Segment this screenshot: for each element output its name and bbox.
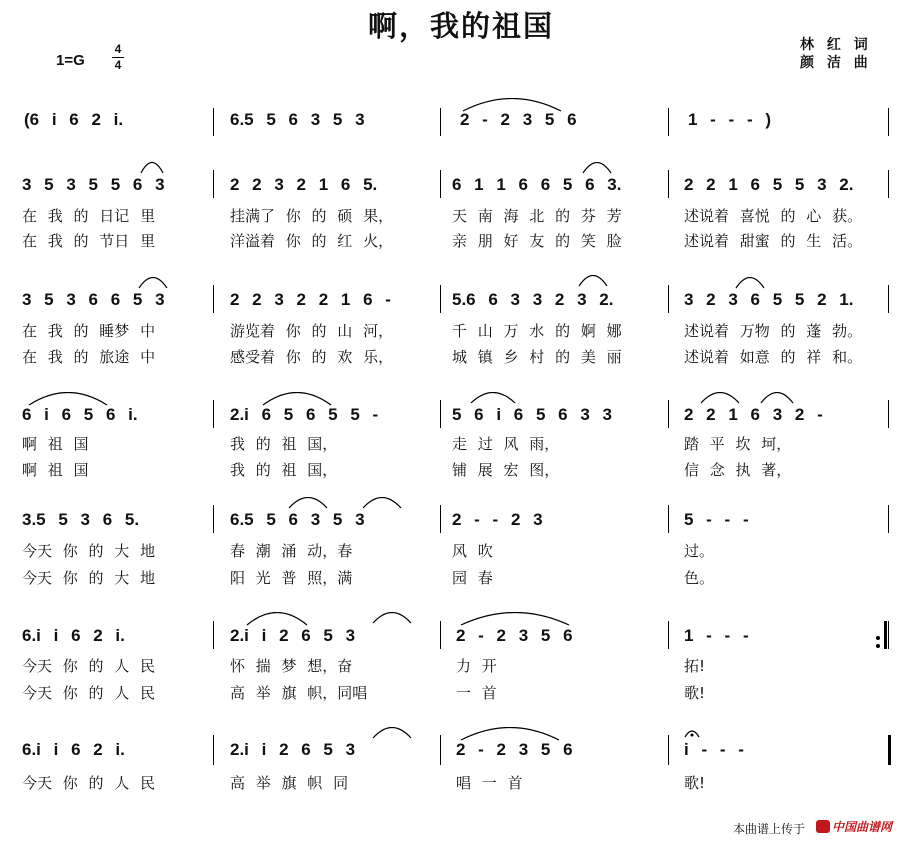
slur-arc [700, 392, 740, 404]
notation-measure: 5.6 6 3 3 2 3 2. [452, 290, 614, 309]
notation-measure: 2 2 1 6 5 5 3 2. [684, 175, 854, 194]
notation-measure: 3 5 3 5 5 6 3 [22, 175, 165, 194]
barline [888, 285, 889, 313]
slur-arc [760, 392, 794, 404]
slur-arc [578, 275, 608, 287]
lyric-phrase: 今天 你 的 大 地 [22, 542, 156, 560]
slur-arc [470, 392, 516, 404]
barline [213, 285, 214, 313]
notation-measure: 2.i i 2 6 5 3 [230, 740, 356, 759]
notation-measure: 2 - 2 3 5 6 [456, 740, 573, 759]
barline [668, 170, 669, 198]
composer-credit: 颜 洁 曲 [800, 55, 872, 71]
lyric-phrase: 歌! [684, 684, 706, 702]
lyric-phrase: 我 的 祖 国， [230, 461, 338, 479]
lyric-phrase: 千 山 万 水 的 婀 娜 [452, 322, 622, 340]
barline [668, 505, 669, 533]
notation-measure: (6 i 6 2 i. [24, 110, 124, 129]
lyric-phrase: 城 镇 乡 村 的 美 丽 [452, 348, 622, 366]
lyric-phrase: 今天 你 的 人 民 [22, 657, 156, 675]
barline [213, 505, 214, 533]
lyric-phrase: 信 念 执 著， [684, 461, 792, 479]
lyric-phrase: 我 的 祖 国， [230, 435, 338, 453]
notation-measure: 2 - 2 3 5 6 [456, 626, 573, 645]
notation-measure: 1 - - - [684, 626, 749, 645]
slur-arc [582, 162, 612, 174]
barline [440, 735, 441, 765]
footer-note: 本曲谱上传于 [733, 822, 806, 836]
lyricist-credit: 林 红 词 [800, 37, 872, 53]
lyric-phrase: 啊 祖 国 [22, 461, 89, 479]
lyric-phrase: 在 我 的 睡梦 中 [22, 322, 156, 340]
notation-measure: 2 2 3 2 2 1 6 - [230, 290, 391, 309]
lyric-phrase: 洋溢着 你 的 红 火， [230, 232, 394, 250]
slur-arc [372, 612, 412, 624]
lyric-phrase: 在 我 的 节日 里 [22, 232, 156, 250]
lyric-phrase: 力 开 [456, 657, 497, 675]
logo-icon [816, 820, 830, 833]
lyric-phrase: 挂满了 你 的 硕 果， [230, 207, 394, 225]
slur-arc [288, 497, 328, 509]
barline [888, 505, 889, 533]
lyric-phrase: 感受着 你 的 欢 乐， [230, 348, 394, 366]
lyric-phrase: 啊 祖 国 [22, 435, 89, 453]
slur-arc [246, 612, 308, 626]
barline [213, 170, 214, 198]
barline [888, 170, 889, 198]
lyric-phrase: 今天 你 的 大 地 [22, 569, 156, 587]
notation-measure: 2 - 2 3 5 6 [460, 110, 577, 129]
barline [213, 108, 214, 136]
notation-measure: 6.5 5 6 3 5 3 [230, 510, 365, 529]
lyric-phrase: 歌! [684, 774, 706, 792]
barline [440, 621, 441, 649]
lyric-phrase: 今天 你 的 人 民 [22, 774, 156, 792]
lyric-phrase: 述说着 如意 的 祥 和。 [684, 348, 863, 366]
slur-arc [28, 392, 108, 406]
barline [668, 400, 669, 428]
site-logo [816, 818, 892, 835]
barline [668, 621, 669, 649]
notation-measure: 5 6 i 6 5 6 3 3 [452, 405, 612, 424]
lyric-phrase: 铺 展 宏 图， [452, 461, 560, 479]
notation-measure: 2 2 1 6 3 2 - [684, 405, 823, 424]
slur-arc [262, 392, 332, 406]
lyric-phrase: 在 我 的 日记 里 [22, 207, 156, 225]
notation-measure: 3 5 3 6 6 5 3 [22, 290, 165, 309]
time-signature [112, 43, 124, 72]
repeat-dot [876, 636, 880, 640]
notation-measure: 2 - - 2 3 [452, 510, 543, 529]
barline [440, 505, 441, 533]
lyric-phrase: 怀 揣 梦 想，奋 [230, 657, 353, 675]
meter-top: 4 [114, 42, 122, 56]
notation-measure: 2.i 6 5 6 5 5 - [230, 405, 379, 424]
lyric-phrase: 阳 光 普 照，满 [230, 569, 353, 587]
notation-measure: 3.5 5 3 6 5. [22, 510, 140, 529]
notation-measure: 2.i i 2 6 5 3 [230, 626, 356, 645]
notation-measure: 6 1 1 6 6 5 6 3. [452, 175, 622, 194]
barline [888, 735, 891, 765]
barline [440, 285, 441, 313]
barline [213, 735, 214, 765]
lyric-phrase: 唱 一 首 [456, 774, 523, 792]
fermata-icon [684, 728, 700, 738]
notation-measure: 2 2 3 2 1 6 5. [230, 175, 378, 194]
notation-measure: 6.5 5 6 3 5 3 [230, 110, 365, 129]
slur-arc [460, 612, 570, 626]
lyric-phrase: 高 举 旗 帜 同 [230, 774, 349, 792]
slur-arc [372, 727, 412, 739]
repeat-dot [876, 644, 880, 648]
notation-measure: 6 i 6 5 6 i. [22, 405, 138, 424]
lyric-phrase: 天 南 海 北 的 芬 芳 [452, 207, 622, 225]
slur-arc [138, 277, 168, 289]
barline [440, 400, 441, 428]
barline [213, 400, 214, 428]
barline [888, 621, 889, 649]
barline [668, 285, 669, 313]
barline [888, 400, 889, 428]
slur-arc [462, 98, 562, 112]
lyric-phrase: 园 春 [452, 569, 493, 587]
lyric-phrase: 在 我 的 旅途 中 [22, 348, 156, 366]
slur-arc [362, 497, 402, 509]
barline [440, 108, 441, 136]
lyric-phrase: 今天 你 的 人 民 [22, 684, 156, 702]
lyric-phrase: 述说着 万物 的 蓬 勃。 [684, 322, 863, 340]
slur-arc [735, 277, 765, 289]
lyric-phrase: 拓! [684, 657, 706, 675]
lyric-phrase: 走 过 风 雨， [452, 435, 560, 453]
slur-arc [460, 727, 560, 741]
lyric-phrase: 述说着 喜悦 的 心 获。 [684, 207, 863, 225]
barline [440, 170, 441, 198]
lyric-phrase: 高 举 旗 帜，同唱 [230, 684, 368, 702]
lyric-phrase: 亲 朋 好 友 的 笑 脸 [452, 232, 622, 250]
song-title: 啊，我的祖国 [367, 9, 554, 43]
notation-measure: 1 - - - ) [688, 110, 771, 129]
notation-measure: 6.i i 6 2 i. [22, 626, 125, 645]
meter-bottom: 4 [114, 58, 122, 72]
logo-text: 中国曲谱网 [832, 820, 893, 834]
notation-measure: 6.i i 6 2 i. [22, 740, 125, 759]
notation-measure: 5 - - - [684, 510, 749, 529]
notation-measure: 3 2 3 6 5 5 2 1. [684, 290, 854, 309]
lyric-phrase: 踏 平 坎 坷， [684, 435, 792, 453]
key-signature: 1=G [56, 52, 85, 69]
barline [888, 108, 889, 136]
barline [668, 108, 669, 136]
repeat-barline [884, 621, 887, 649]
lyric-phrase: 春 潮 涌 动，春 [230, 542, 353, 560]
lyric-phrase: 述说着 甜蜜 的 生 活。 [684, 232, 863, 250]
lyric-phrase: 游览着 你 的 山 河， [230, 322, 394, 340]
barline [213, 621, 214, 649]
lyric-phrase: 风 吹 [452, 542, 493, 560]
slur-arc [140, 162, 164, 174]
barline [668, 735, 669, 765]
lyric-phrase: 色。 [684, 569, 715, 587]
lyric-phrase: 一 首 [456, 684, 497, 702]
notation-measure: i - - - [684, 740, 744, 759]
lyric-phrase: 过。 [684, 542, 715, 560]
